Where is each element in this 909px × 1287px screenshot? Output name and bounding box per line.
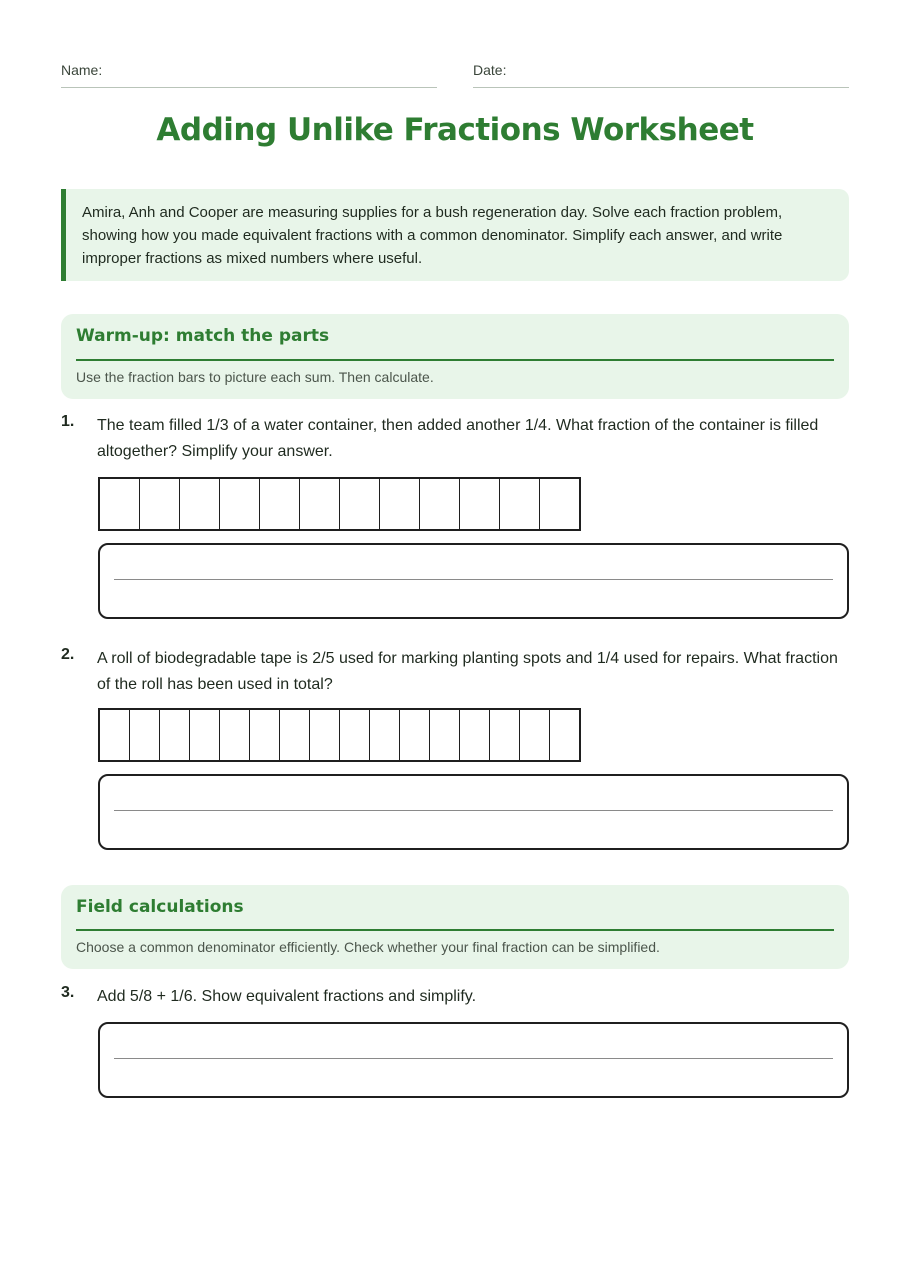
fraction-bar-16-parts: [98, 708, 581, 762]
name-date-row: [61, 62, 849, 88]
answer-box-2[interactable]: [98, 774, 849, 850]
question-number: 1.: [61, 413, 75, 430]
fraction-bar-cell[interactable]: [260, 479, 300, 529]
fraction-bar-cell[interactable]: [490, 710, 520, 760]
fraction-bar-cell[interactable]: [420, 479, 460, 529]
answer-box-1[interactable]: [98, 543, 849, 619]
question-number: 3.: [61, 984, 75, 1001]
question-number: 2.: [61, 646, 75, 663]
fraction-bar-cell[interactable]: [340, 710, 370, 760]
fraction-bar-cell[interactable]: [540, 479, 579, 529]
fraction-bar-cell[interactable]: [310, 710, 340, 760]
answer-line: [114, 579, 833, 580]
fraction-bar-cell[interactable]: [100, 479, 140, 529]
answer-line: [114, 810, 833, 811]
section-field-calculations: [61, 885, 849, 969]
worksheet-title: Adding Unlike Fractions Worksheet: [156, 112, 754, 148]
answer-line: [114, 1058, 833, 1059]
fraction-bar-cell[interactable]: [140, 479, 180, 529]
fraction-bar-cell[interactable]: [380, 479, 420, 529]
fraction-bar-cell[interactable]: [180, 479, 220, 529]
fraction-bar-cell[interactable]: [220, 479, 260, 529]
fraction-bar-cell[interactable]: [430, 710, 460, 760]
question-text: The team filled 1/3 of a water container, then added another 1/4. What fraction of the container is filled altogether? Simplify your answer.: [97, 417, 819, 460]
fraction-bar-cell[interactable]: [280, 710, 310, 760]
fraction-bar-cell[interactable]: [190, 710, 220, 760]
fraction-bar-cell[interactable]: [100, 710, 130, 760]
fraction-bar-cell[interactable]: [160, 710, 190, 760]
section-warm-up: [61, 314, 849, 399]
fraction-bar-cell[interactable]: [250, 710, 280, 760]
fraction-bar-cell[interactable]: [550, 710, 579, 760]
answer-box-3[interactable]: [98, 1022, 849, 1098]
fraction-bar-cell[interactable]: [340, 479, 380, 529]
section-title: Warm-up: match the parts: [76, 314, 834, 361]
question-text: Add 5/8 + 1/6. Show equivalent fractions and simplify.: [97, 988, 477, 1005]
section-instructions: Choose a common denominator efficiently. Check whether your final fraction can be simplified.: [76, 939, 660, 955]
fraction-bar-cell[interactable]: [300, 479, 340, 529]
date-label: Date:: [473, 62, 507, 78]
fraction-bar-cell[interactable]: [370, 710, 400, 760]
question-text: A roll of biodegradable tape is 2/5 used for marking planting spots and 1/4 used for repairs. What fraction of the roll has been used in total?: [97, 650, 838, 693]
fraction-bar-cell[interactable]: [460, 710, 490, 760]
name-label: Name:: [61, 62, 103, 78]
section-instructions: Use the fraction bars to picture each sum. Then calculate.: [76, 369, 434, 385]
fraction-bar-cell[interactable]: [520, 710, 550, 760]
fraction-bar-cell[interactable]: [130, 710, 160, 760]
fraction-bar-cell[interactable]: [220, 710, 250, 760]
section-title: Field calculations: [76, 885, 834, 931]
fraction-bar-cell[interactable]: [460, 479, 500, 529]
fraction-bar-cell[interactable]: [500, 479, 540, 529]
name-field[interactable]: [61, 62, 437, 88]
fraction-bar-12-parts: [98, 477, 581, 531]
date-field[interactable]: [473, 62, 849, 88]
intro-callout: Amira, Anh and Cooper are measuring supplies for a bush regeneration day. Solve each fraction problem, showing how you made equivalent fractions with a common denominator. Simplify each answer, and write improper fractions as mixed numbers where useful.: [61, 189, 849, 281]
fraction-bar-cell[interactable]: [400, 710, 430, 760]
